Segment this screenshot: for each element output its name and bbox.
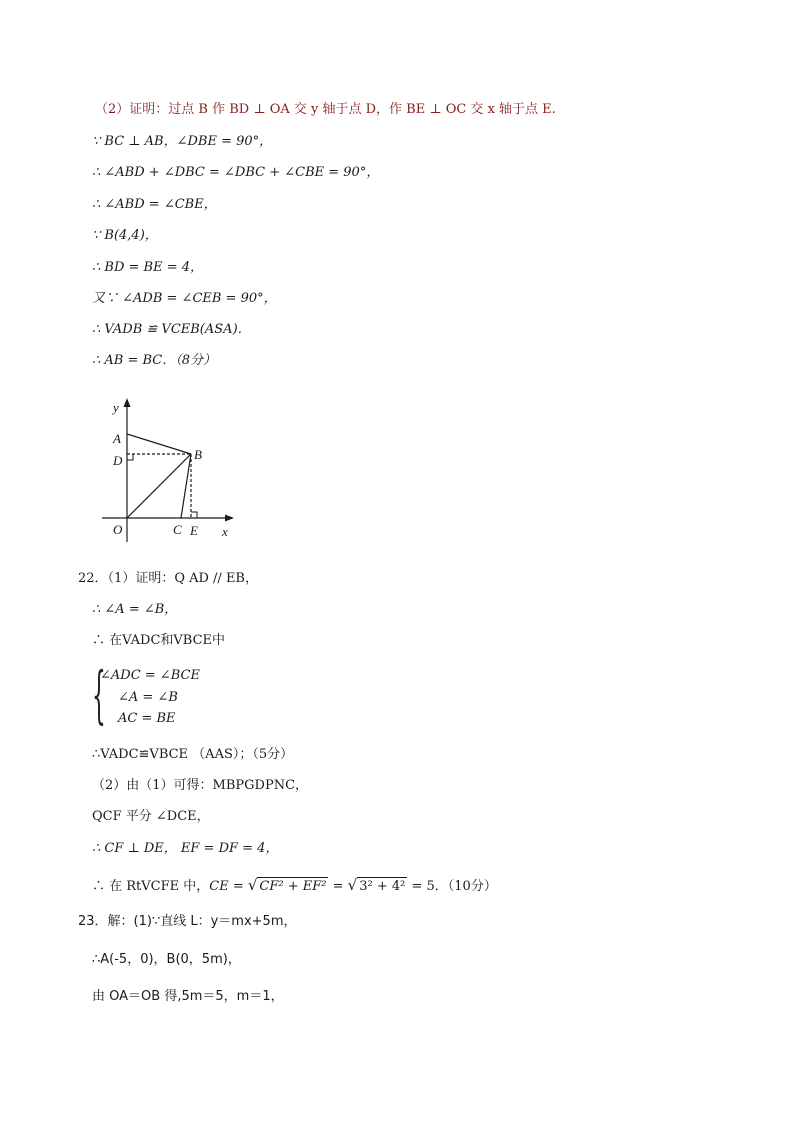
sqrt-symbol-1: √ — [247, 876, 258, 894]
right-angle-mark-d — [127, 454, 133, 460]
proof-line-1: （2）证明：过点 B 作 BD ⊥ OA 交 y 轴于点 D，作 BE ⊥ OC 交 x 轴于点 E. — [95, 102, 556, 117]
label-e: E — [190, 523, 198, 538]
q22-system-3: AC = BE — [118, 711, 176, 726]
proof-line-7: 又∵ ∠ADB = ∠CEB = 90°， — [92, 291, 277, 306]
label-b: B — [194, 447, 202, 462]
geometry-figure — [96, 392, 246, 544]
right-angle-mark-e — [191, 512, 197, 518]
formula-end: = 5．（10分） — [407, 879, 497, 894]
x-axis-arrow — [225, 515, 234, 522]
q22-line-3: ∴ 在VADC和VBCE中 — [92, 633, 226, 648]
system-brace: { — [92, 658, 106, 731]
proof-line-6: ∴ BD = BE = 4， — [92, 260, 204, 275]
formula-radicand-1: CF² + EF² — [259, 879, 327, 894]
label-a: A — [113, 431, 121, 446]
proof-line-2: ∵ BC ⊥ AB，∠DBE = 90°， — [92, 134, 273, 149]
proof-line-5: ∵ B(4,4)， — [92, 228, 158, 243]
q22-line-2: ∴ ∠A = ∠B， — [92, 602, 178, 617]
label-o: O — [113, 522, 123, 537]
proof-line-9: ∴ AB = BC．（8分） — [92, 353, 217, 368]
q23-line-3: 由 OA＝OB 得,5m＝5，m＝1， — [92, 989, 284, 1004]
label-c: C — [173, 522, 182, 537]
q23-line-1: 23．解：(1)∵直线 L：y＝mx+5m， — [78, 914, 297, 929]
formula-radicand-2: 3² + 4² — [359, 879, 406, 894]
segment-ab — [127, 434, 191, 454]
formula-left: CE = — [209, 879, 248, 894]
segment-bc — [181, 454, 191, 518]
proof-line-4: ∴ ∠ABD = ∠CBE， — [92, 197, 217, 212]
sqrt-symbol-2: √ — [347, 876, 358, 894]
q22-line-5: （2）由（1）可得：MBPGDPNC， — [92, 778, 309, 793]
label-x: x — [222, 524, 228, 539]
q22-line-7: ∴ CF ⊥ DE， EF = DF = 4， — [92, 841, 279, 856]
proof-line-8: ∴ VADB ≌ VCEB(ASA)． — [92, 322, 251, 337]
q22-line-6: QCF 平分 ∠DCE， — [92, 809, 210, 824]
label-d: D — [113, 453, 123, 468]
segment-ob — [127, 454, 191, 518]
q23-line-2: ∴A(-5，0)，B(0，5m)， — [92, 952, 241, 967]
y-axis-arrow — [124, 398, 131, 407]
q22-line-8-prefix: ∴ 在 RtVCFE 中， — [92, 879, 210, 894]
q22-line-8 — [92, 876, 497, 896]
formula-mid: = — [328, 879, 348, 894]
q22-line-4: ∴VADC≌VBCE （AAS）；（5分） — [92, 747, 294, 762]
q22-system-2: ∠A = ∠B — [118, 690, 178, 705]
q22-system-1: ∠ADC = ∠BCE — [100, 668, 200, 683]
label-y: y — [113, 400, 119, 415]
proof-line-3: ∴ ∠ABD + ∠DBC = ∠DBC + ∠CBE = 90°， — [92, 165, 380, 180]
q22-line-1: 22．（1）证明：Q AD // EB， — [78, 571, 258, 586]
